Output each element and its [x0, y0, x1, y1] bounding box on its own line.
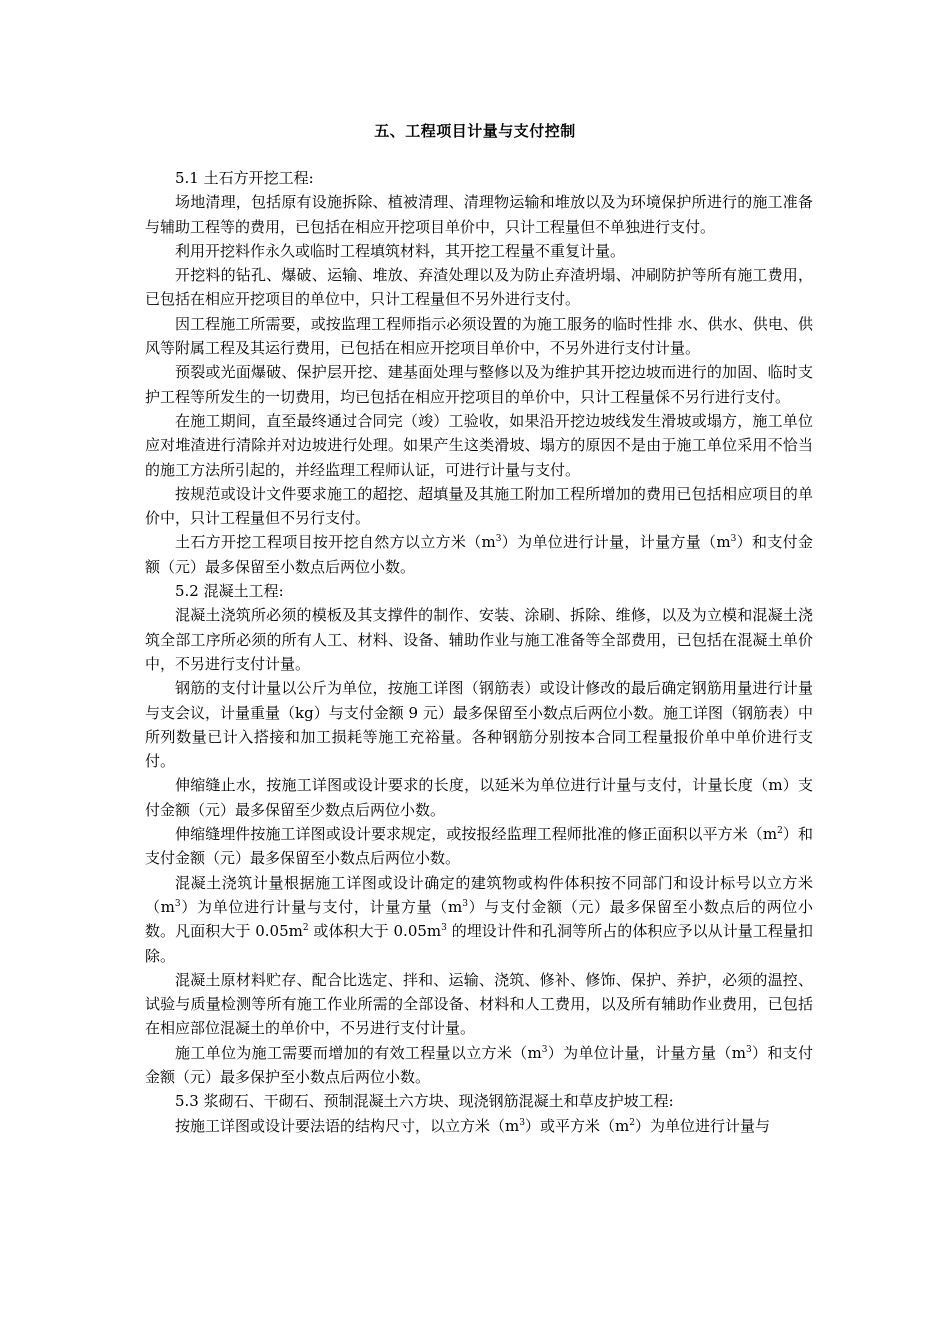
paragraph: 混凝土原材料贮存、配合比选定、拌和、运输、浇筑、修补、修饰、保护、养护，必须的温控、试验与质量检测等所有施工作业所需的全部设备、材料和人工费用，以及所有辅助作业费用，已包括在相应部位混凝土的单价中，不另进行支付计量。	[145, 970, 813, 1038]
paragraph: 预裂或光面爆破、保护层开挖、建基面处理与整修以及为维护其开挖边坡而进行的加固、临时支护工程等所发生的一切费用，均已包括在相应开挖项目的单价中，只计工程量倸不另行进行支付。	[145, 363, 813, 406]
paragraph: 场地清理，包括原有设施拆除、植被清理、清理物运输和堆放以及为环境保护所进行的施工准备与辅助工程等的费用，已包括在相应开挖项目单价中，只计工程量但不单独进行支付。	[145, 193, 813, 236]
paragraph: 开挖料的钻孔、爆破、运输、堆放、弃渣处理以及为防止弃渣坍塌、冲刷防护等所有施工费用，已包括在相应开挖项目的单位中，只计工程量但不另外进行支付。	[145, 266, 813, 309]
paragraph: 混凝土浇筑计量根据施工详图或设计确定的建筑物或构件体积按不同部门和设计标号以立方米$(m^3)$为单位进行计量与支付，计量方量$(m^3)$与支付金额（元）最多保留至小数点后的两位小数。凡面积大于 $0.05m^2$ 或体积大于 $0.05m^3$ 的埋设计件和孔洞等所占的体积应予以从计量工程量扣除。	[145, 873, 813, 965]
paragraph: 钢筋的支付计量以公斤为单位，按施工详图（钢筋表）或设计修改的最后确定钢筋用量进行计量与支会议，计量重量（kg）与支付金额 9 元）最多保留至小数点后两位小数。施工详图（钢筋表）中所列数量已计入搭接和加工损耗等施工充裕量。各种钢筋分别按本合同工程量报价单中单价进行支付。	[145, 679, 813, 771]
paragraph: 混凝土浇筑所必须的模板及其支撑件的制作、安装、涂刷、拆除、维修，以及为立模和混凝土浇筑全部工序所必须的所有人工、材料、设备、辅助作业与施工准备等全部费用，已包括在混凝土单价中，不另进行支付计量。	[145, 606, 813, 673]
paragraph: 利用开挖料作永久或临时工程填筑材料，其开挖工程量不重复计量。	[175, 241, 626, 260]
section-heading: 5.3 浆砌石、干砌石、预制混凝土六方块、现浇钢筋混凝土和草皮护坡工程:	[175, 1092, 674, 1111]
page-title: 五、工程项目计量与支付控制	[374, 122, 576, 140]
document-body	[145, 166, 813, 1138]
section-heading: 5.1 土石方开挖工程:	[175, 169, 314, 187]
paragraph: 在施工期间，直至最终通过合同完（竣）工验收，如果沿开挖边坡线发生滑坡或塌方，施工单位应对堆渣进行清除并对边坡进行处理。如果产生这类滑坡、塌方的原因不是由于施工单位采用不恰当的施工方法所引起的，并经监理工程师认证，可进行计量与支付。	[145, 411, 813, 479]
paragraph: 伸缩缝埋件按施工详图或设计要求规定，或按报经监理工程师批准的修正面积以平方米$(m^2)$和支付金额（元）最多保留至小数点后两位小数。	[145, 825, 813, 868]
paragraph: 按规范或设计文件要求施工的超挖、超填量及其施工附加工程所增加的费用已包括相应项目的单价中，只计工程量但不另行支付。	[145, 484, 813, 528]
paragraph: 伸缩缝止水，按施工详图或设计要求的长度，以延米为单位进行计量与支付，计量长度（m）支付金额（元）最多保留至少数点后两位小数。	[145, 776, 813, 819]
section-heading: 5.2 混凝土工程:	[175, 582, 284, 601]
paragraph: 按施工详图或设计要法语的结构尺寸，以立方米$(m^3)$或平方米$(m^2)$为单位进行计量与	[175, 1116, 770, 1135]
paragraph: 土石方开挖工程项目按开挖自然方以立方米$(m^3)$为单位进行计量，计量方量$(m^3)$和支付金额（元）最多保留至小数点后两位小数。	[145, 533, 813, 576]
paragraph: 施工单位为施工需要而增加的有效工程量以立方米$(m^3)$为单位计量，计量方量$(m^3)$和支付金额（元）最多保护至小数点后两位小数。	[145, 1043, 813, 1086]
paragraph: 因工程施工所需要，或按监理工程师指示必须设置的为施工服务的临时性排 水、供水、供电、供风等附属工程及其运行费用，已包括在相应开挖项目单价中，不另外进行支付计量。	[145, 314, 813, 358]
